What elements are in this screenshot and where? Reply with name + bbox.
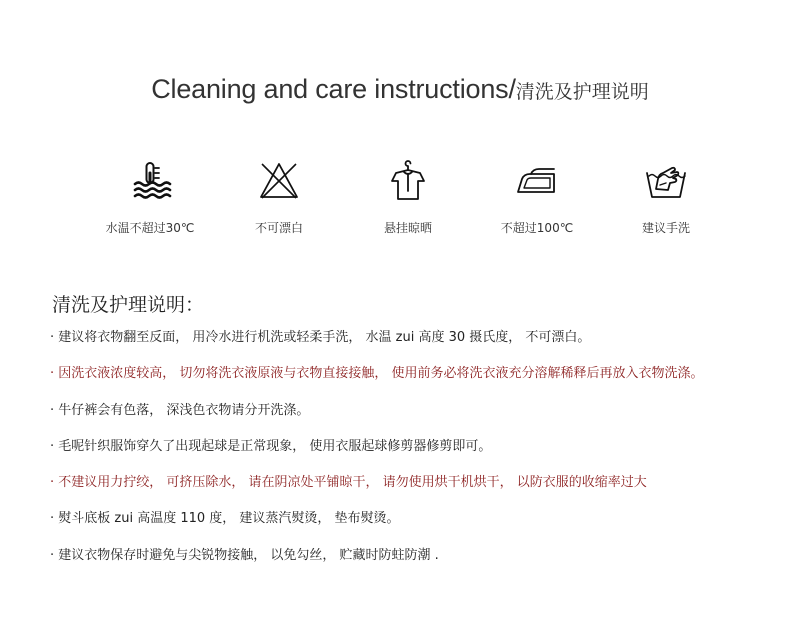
care-label-hand-wash: 建议手洗 bbox=[641, 221, 690, 235]
care-icons-row bbox=[95, 155, 721, 245]
page-title bbox=[0, 74, 800, 105]
hand-wash-icon bbox=[644, 159, 688, 203]
care-label-iron: 不超过100℃ bbox=[500, 221, 574, 235]
note-item: · 熨斗底板 zui 高温度 110 度， 建议蒸汽熨烫， 垫布熨烫。 bbox=[50, 511, 400, 527]
note-item: · 建议衣物保存时避免与尖锐物接触， 以免勾丝， 贮藏时防蛀防潮 . bbox=[50, 547, 439, 563]
care-label-water-temperature: 水温不超过30℃ bbox=[105, 221, 195, 235]
care-item-hand-wash bbox=[611, 155, 721, 245]
title-english: Cleaning and care instructions/ bbox=[151, 74, 516, 104]
water-temperature-30-icon bbox=[128, 159, 172, 203]
care-label-no-bleach: 不可漂白 bbox=[254, 221, 303, 235]
care-notes-list bbox=[50, 320, 780, 574]
note-item: · 毛呢针织服饰穿久了出现起球是正常现象， 使用衣服起球修剪器修剪即可。 bbox=[50, 438, 492, 454]
care-label-hang-dry: 悬挂晾晒 bbox=[383, 221, 432, 235]
care-item-water-temperature bbox=[95, 155, 205, 245]
hang-dry-icon bbox=[386, 159, 430, 203]
note-item-warning: · 不建议用力拧绞， 可挤压除水， 请在阴凉处平铺晾干， 请勿使用烘干机烘干， 以防衣服的收缩率过大 bbox=[50, 475, 647, 491]
note-item: · 牛仔裤会有色落， 深浅色衣物请分开洗涤。 bbox=[50, 402, 310, 418]
title-chinese: 清洗及护理说明 bbox=[515, 81, 649, 103]
care-item-no-bleach bbox=[224, 155, 334, 245]
iron-max-100-icon bbox=[515, 159, 559, 203]
note-item-warning: · 因洗衣液浓度较高， 切勿将洗衣液原液与衣物直接接触， 使用前务必将洗衣液充分溶解稀释后再放入衣物洗涤。 bbox=[50, 366, 704, 382]
care-item-iron bbox=[482, 155, 592, 245]
do-not-bleach-icon bbox=[257, 159, 301, 203]
care-item-hang-dry bbox=[353, 155, 463, 245]
section-heading: 清洗及护理说明： bbox=[52, 294, 205, 316]
note-item: · 建议将衣物翻至反面， 用冷水进行机洗或轻柔手洗， 水温 zui 高度 30 摄氏度， 不可漂白。 bbox=[50, 330, 591, 345]
